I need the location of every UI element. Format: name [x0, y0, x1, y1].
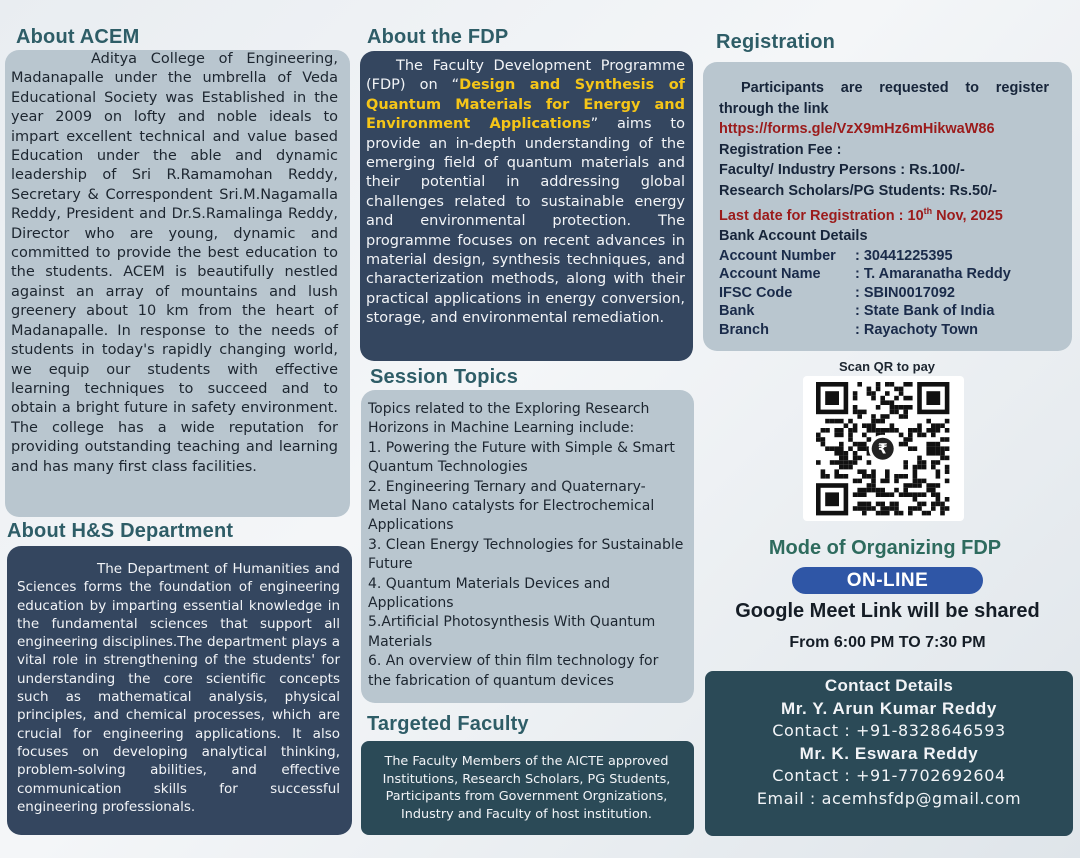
- contact-name-1: Mr. Y. Arun Kumar Reddy: [781, 698, 997, 718]
- bank-row-ifsc: IFSC Code : SBIN0017092: [719, 284, 955, 301]
- contact-name-2: Mr. K. Eswara Reddy: [799, 743, 979, 763]
- contact-phone-2[interactable]: Contact : +91-7702692604: [772, 766, 1006, 785]
- bank-row-account-number: Account Number : 30441225395: [719, 247, 953, 264]
- about-fdp-panel: [360, 51, 693, 361]
- contact-email[interactable]: Email : acemhsfdp@gmail.com: [756, 788, 1022, 808]
- about-fdp-title: About the FDP: [367, 26, 509, 48]
- last-date: Last date for Registration : 10th Nov, 2025: [719, 206, 1003, 224]
- topic-item: 4. Quantum Materials Devices and Applications: [368, 575, 611, 612]
- targeted-faculty-panel: [361, 741, 694, 835]
- topic-item: 5.Artificial Photosynthesis With Quantum Materials: [368, 614, 656, 650]
- registration-panel: [703, 62, 1072, 351]
- upi-logo-icon: ₹: [877, 441, 888, 458]
- bank-row-branch: Branch : Rayachoty Town: [719, 321, 978, 338]
- about-hs-panel: [7, 546, 352, 835]
- online-badge: ON-LINE: [792, 567, 983, 594]
- about-acem-panel: [5, 50, 350, 517]
- fee-faculty: Faculty/ Industry Persons : Rs.100/-: [719, 162, 965, 178]
- contact-panel: [705, 671, 1073, 836]
- session-time: From 6:00 PM TO 7:30 PM: [789, 634, 986, 651]
- about-hs-title: About H&S Department: [7, 520, 234, 542]
- contact-title: Contact Details: [824, 676, 954, 695]
- topic-item: 1. Powering the Future with Simple & Smart Quantum Technologies: [368, 439, 675, 476]
- about-hs-text: The Department of Humanities and Sciences forms the foundation of engineering education by imparting essential knowledge in the fundamental sciences that support all engineering disciplines.The department plays a vital role in strengthening of the students' for understanding the core scientific concepts such as mathematical analysis, physical principles, and chemical processes, which are crucial for engineering applications. It also focuses on developing analytical thinking, problem-solving abilities, and effective communication skills for successful engineering professionals.: [17, 561, 340, 815]
- fdp-theme-highlight: Design and Synthesis of Quantum Materials for Energy and Environment Applications: [366, 77, 685, 133]
- registration-intro: Participants are requested to register through the link: [719, 80, 1049, 117]
- about-acem-title: About ACEM: [16, 26, 140, 48]
- session-topics-panel: [361, 390, 694, 703]
- bank-details-title: Bank Account Details: [719, 228, 868, 245]
- session-topics-intro: Topics related to the Exploring Research Horizons in Machine Learning include:: [368, 401, 650, 437]
- mode-title: Mode of Organizing FDP: [768, 537, 1002, 559]
- about-fdp-text: The Faculty Development Programme (FDP) on “Design and Synthesis of Quantum Materials for Energy and Environment Applications” aims to provide an in-depth understanding of the emerging field of quantum materials and their potential in addressing global challenges related to sustainable energy and environmental protection. The programme focuses on recent advances in material design, synthesis techniques, and characterization methods, along with their practical applications in energy conversion, storage, and environmental remediation.: [366, 58, 685, 327]
- session-topics-title: Session Topics: [370, 366, 519, 388]
- targeted-faculty-title: Targeted Faculty: [367, 713, 529, 735]
- topic-item: 6. An overview of thin film technology for the fabrication of quantum devices: [368, 653, 659, 689]
- fee-scholars: Research Scholars/PG Students: Rs.50/-: [719, 182, 998, 199]
- topic-item: 2. Engineering Ternary and Quaternary-Metal Nano catalysts for Electrochemical Applications: [368, 478, 655, 534]
- registration-fee-label: Registration Fee :: [719, 141, 842, 158]
- qr-label: Scan QR to pay: [838, 359, 936, 374]
- registration-link[interactable]: https://forms.gle/VzX9mHz6mHikwaW86: [719, 121, 995, 137]
- session-topics-list: [368, 439, 684, 691]
- registration-title: Registration: [716, 31, 836, 53]
- topic-item: 3. Clean Energy Technologies for Sustainable Future: [368, 536, 684, 573]
- payment-qr-code[interactable]: [803, 376, 964, 521]
- contact-phone-1[interactable]: Contact : +91-8328646593: [772, 721, 1006, 740]
- meet-link-note: Google Meet Link will be shared: [735, 600, 1040, 622]
- about-acem-text: Aditya College of Engineering, Madanapalle under the umbrella of Veda Educational Society was Established in the year 2009 on lofty and noble ideals to impart excellent technical and value based Education under the able and dynamic leadership of Sri R.Ramamohan Reddy, Secretary & Correspondent Sri.M.Nagamalla Reddy, President and Dr.S.Ramalinga Reddy, Director who are young, dynamic and committed to provide the best education to the students. ACEM is beautifully nestled against an array of mountains and lush greenery about 10 km from the heart of Madanapalle. In response to the needs of students in today's rapidly changing world, we equip our students with effective learning techniques to succeed and to obtain a bright future in safety environment. The college has a wide reputation for providing outstanding teaching and learning and has many first class facilities.: [11, 51, 338, 475]
- qr-code-graphic: [803, 376, 964, 521]
- targeted-faculty-text: The Faculty Members of the AICTE approved Institutions, Research Scholars, PG Students, Participants from Government Orgnizations, Industry and Faculty of host institution.: [382, 754, 671, 822]
- bank-row-account-name: Account Name : T. Amaranatha Reddy: [719, 266, 1011, 283]
- bank-row-bank: Bank : State Bank of India: [719, 303, 995, 320]
- bank-details: [719, 247, 1062, 340]
